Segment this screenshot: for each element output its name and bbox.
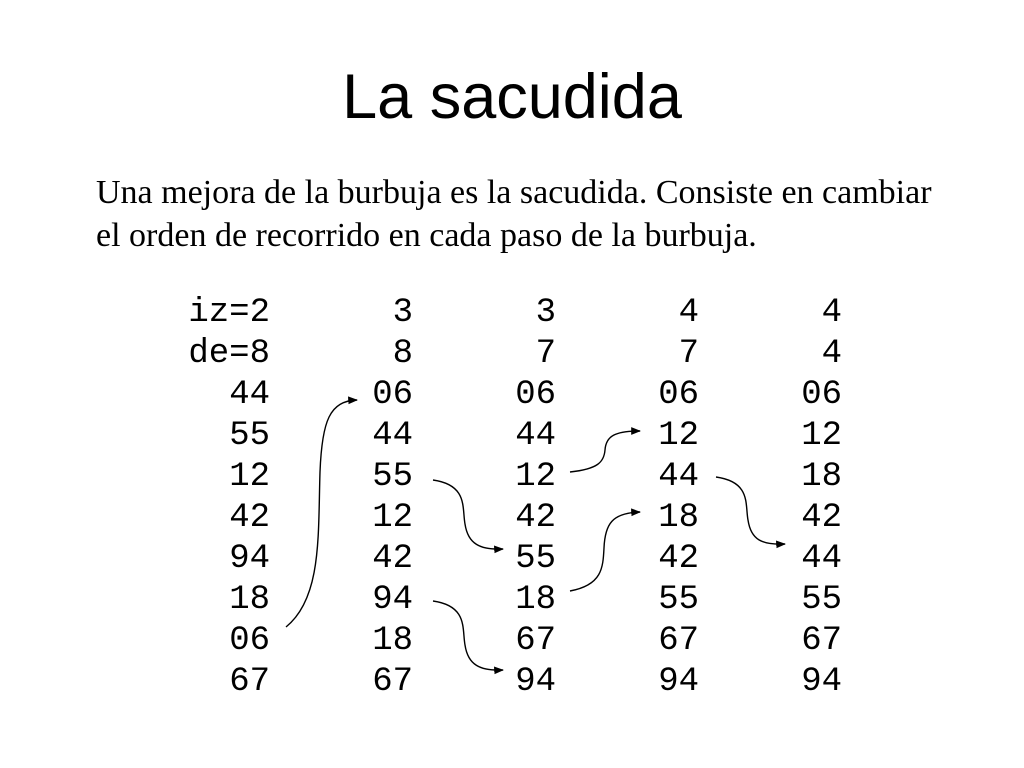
table-cell: 44 (229, 376, 270, 414)
sort-steps-table (127, 293, 842, 703)
table-cell-right-bound: 4 (821, 335, 842, 373)
table-cell: 55 (515, 540, 556, 578)
table-cell: 44 (372, 417, 413, 455)
table-cell: 44 (801, 540, 842, 578)
table-cell: 42 (229, 499, 270, 537)
table-cell-left-bound: 4 (821, 294, 842, 332)
table-cell: 42 (372, 540, 413, 578)
table-cell-left-bound: 3 (535, 294, 556, 332)
table-cell: 06 (658, 376, 699, 414)
table-cell: 18 (515, 581, 556, 619)
table-cell: 06 (801, 376, 842, 414)
table-cell-left-bound: 4 (678, 294, 699, 332)
table-cell-left-bound: 3 (392, 294, 413, 332)
table-cell: 55 (658, 581, 699, 619)
table-cell: 06 (515, 376, 556, 414)
table-cell: 55 (229, 417, 270, 455)
table-cell-right-bound: 8 (392, 335, 413, 373)
table-cell: 94 (515, 663, 556, 701)
table-cell: 12 (801, 417, 842, 455)
table-cell: 67 (658, 622, 699, 660)
table-cell: 18 (801, 458, 842, 496)
table-cell: 67 (229, 663, 270, 701)
table-cell: 55 (372, 458, 413, 496)
table-cell: 94 (801, 663, 842, 701)
table-cell-left-bound: iz=2 (188, 294, 270, 332)
paragraph-line-2: el orden de recorrido en cada paso de la burbuja. (96, 217, 757, 254)
table-cell: 67 (372, 663, 413, 701)
table-cell: 55 (801, 581, 842, 619)
table-cell: 94 (372, 581, 413, 619)
slide-title: La sacudida (342, 62, 682, 132)
table-cell: 18 (229, 581, 270, 619)
table-cell: 06 (229, 622, 270, 660)
table-cell: 18 (372, 622, 413, 660)
table-cell-right-bound: de=8 (188, 335, 270, 373)
table-cell-right-bound: 7 (535, 335, 556, 373)
table-cell: 94 (229, 540, 270, 578)
table-cell: 12 (658, 417, 699, 455)
table-cell: 44 (658, 458, 699, 496)
table-cell: 12 (229, 458, 270, 496)
table-cell: 44 (515, 417, 556, 455)
table-cell: 12 (372, 499, 413, 537)
table-cell: 42 (801, 499, 842, 537)
paragraph-line-1: Una mejora de la burbuja es la sacudida. Consiste en cambiar (96, 174, 932, 211)
table-cell: 18 (658, 499, 699, 537)
table-cell: 12 (515, 458, 556, 496)
table-cell-right-bound: 7 (678, 335, 699, 373)
table-cell: 67 (515, 622, 556, 660)
table-cell: 42 (515, 499, 556, 537)
table-cell: 94 (658, 663, 699, 701)
table-cell: 67 (801, 622, 842, 660)
table-cell: 42 (658, 540, 699, 578)
table-cell: 06 (372, 376, 413, 414)
